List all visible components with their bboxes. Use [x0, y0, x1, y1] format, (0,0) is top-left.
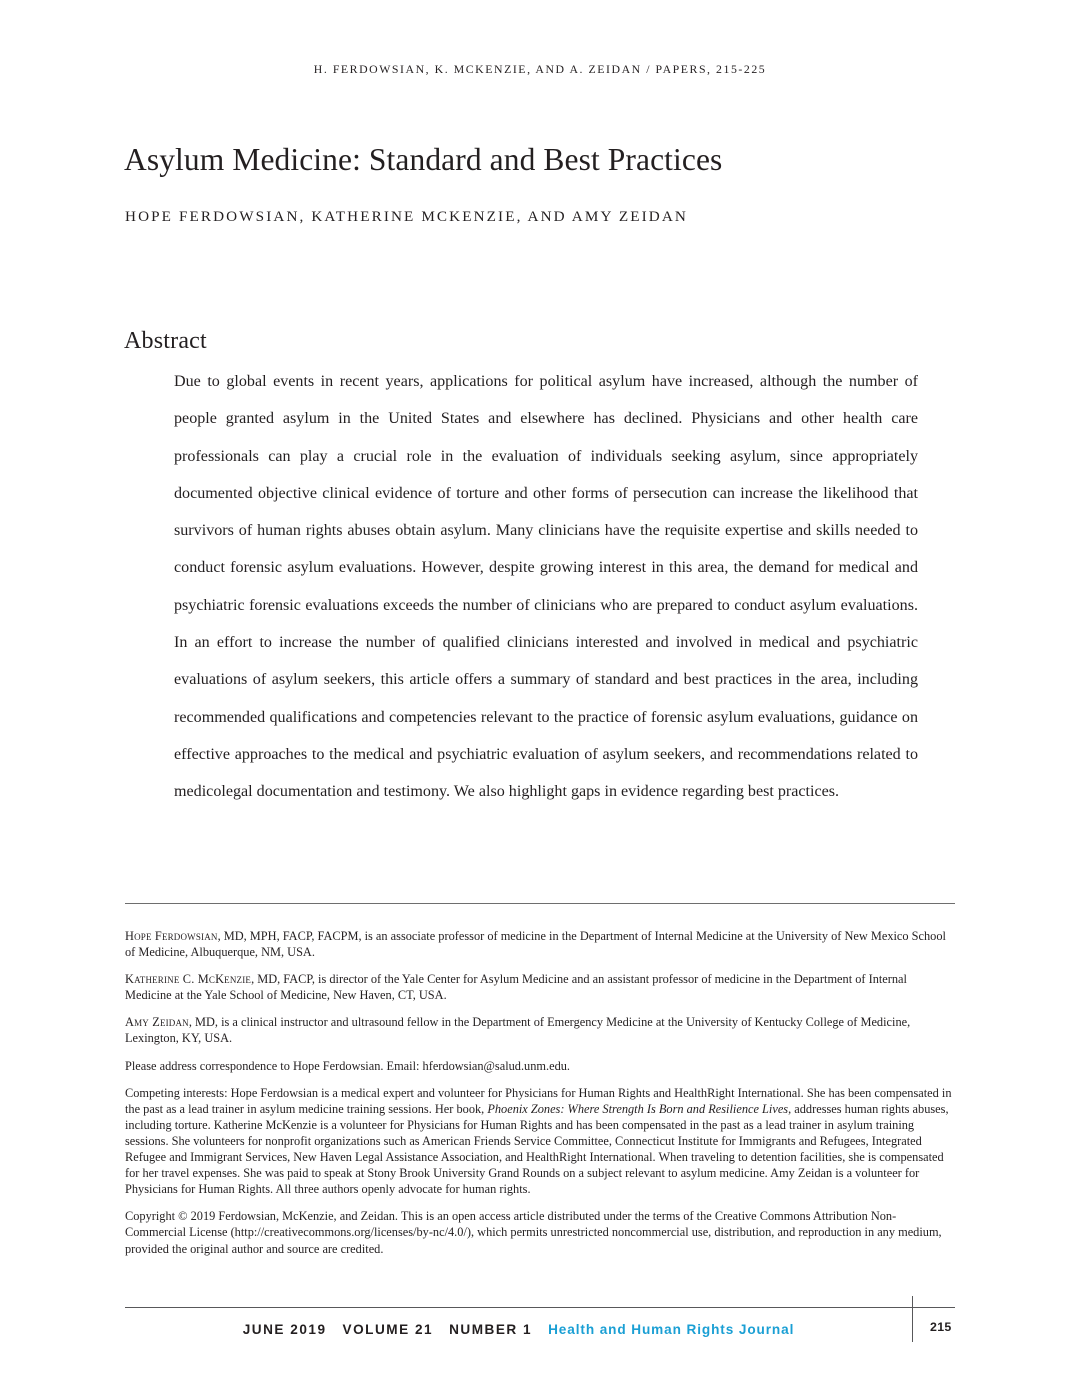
author-affiliation-2 — [125, 971, 955, 1003]
copyright-note — [125, 1208, 955, 1256]
competing-interests-part1: Competing interests: Hope Ferdowsian is a medical expert and volunteer for Physicians for Human Rights and HealthRight International. She has been compensated in the past as a lead trainer in asylum medicine training sessions. Her book, — [125, 1085, 952, 1116]
author-3-name: Amy Zeidan — [125, 1015, 189, 1030]
footer-rule — [125, 1307, 955, 1308]
footer-journal-name: Health and Human Rights Journal — [548, 1322, 795, 1337]
book-title: Phoenix Zones: Where Strength Is Born and Resilience Lives — [487, 1101, 789, 1116]
footer-issue-date: JUNE 2019 — [242, 1322, 327, 1337]
author-byline: HOPE FERDOWSIAN, KATHERINE MCKENZIE, AND AMY ZEIDAN — [125, 208, 688, 225]
author-2-bio: , MD, FACP, is director of the Yale Center for Asylum Medicine and an assistant professor of medicine in the Department of Internal Medicine at the Yale School of Medicine, New Haven, CT, USA. — [125, 972, 907, 1003]
author-1-name: Hope Ferdowsian — [125, 929, 218, 943]
author-affiliation-3 — [125, 1014, 955, 1046]
footer-number: NUMBER 1 — [449, 1322, 533, 1337]
author-3-bio: , MD, is a clinical instructor and ultrasound fellow in the Department of Emergency Medicine at the University of Kentucky College of Medicine, Lexington, KY, USA. — [125, 1015, 911, 1046]
competing-interests-part2: , addresses human rights abuses, including torture. Katherine McKenzie is a volunteer for Physicians for Human Rights and has been compensated in the past as a lead trainer in asylum training sessions. She volunteers for nonprofit organizations such as American Friends Service Committee, Connecticut Institute for Immigrants and Refugees, Integrated Refugee and Immigrant Services, New Haven Legal Assistance Association, and HealthRight International. When traveling to detention facilities, she is compensated for her travel expenses. She was paid to speak at Stony Brook University Grand Rounds on a subject relevant to asylum medicine. Amy Zeidan is a volunteer for Physicians for Human Rights. All three authors openly advocate for human rights. — [125, 1101, 949, 1197]
footnote-divider — [125, 903, 955, 904]
footer-vertical-rule — [912, 1296, 913, 1342]
abstract-text: Due to global events in recent years, applications for political asylum have increased, although the number of people granted asylum in the United States and elsewhere has declined. Physicians and other health care professionals can play a crucial role in the evaluation of individuals seeking asylum, since appropriately documented objective clinical evidence of torture and other forms of persecution can increase the likelihood that survivors of human rights abuses obtain asylum. Many clinicians have the requisite expertise and skills needed to conduct forensic asylum evaluations. However, despite growing interest in this area, the demand for medical and psychiatric forensic evaluations exceeds the number of clinicians who are prepared to conduct asylum evaluations. In an effort to increase the number of qualified clinicians interested and involved in medical and psychiatric evaluations of asylum seekers, this article offers a summary of standard and best practices in the area, including recommended qualifications and competencies relevant to the practice of forensic asylum evaluations, guidance on effective approaches to the medical and psychiatric evaluation of asylum seekers, and recommendations related to medicolegal documentation and testimony. We also highlight gaps in evidence regarding best practices. — [174, 373, 918, 801]
page-title: Asylum Medicine: Standard and Best Practices — [124, 142, 723, 178]
author-2-name: Katherine C. McKenzie — [125, 972, 252, 987]
running-head: H. FERDOWSIAN, K. MCKENZIE, AND A. ZEIDAN / PAPERS, 215-225 — [313, 62, 767, 76]
copyright-text: Copyright © 2019 Ferdowsian, McKenzie, and Zeidan. This is an open access article distributed under the terms of the Creative Commons Attribution Non-Commercial License (http://creativecommons.org/licenses/by-nc/4.0/), which permits unrestricted noncommercial use, distribution, and reproduction in any medium, provided the original author and source are credited. — [125, 1209, 942, 1256]
correspondence-text: Please address correspondence to Hope Ferdowsian. Email: hferdowsian@salud.unm.edu. — [125, 1058, 570, 1073]
footnote-block — [125, 928, 955, 1257]
footer-volume: VOLUME 21 — [342, 1322, 434, 1337]
author-1-bio: , MD, MPH, FACP, FACPM, is an associate professor of medicine in the Department of Internal Medicine at the University of New Mexico School of Medicine, Albuquerque, NM, USA. — [125, 929, 946, 960]
correspondence-note — [125, 1058, 955, 1074]
footer-citation — [125, 1322, 912, 1337]
page-number: 215 — [930, 1320, 952, 1334]
author-affiliation-1 — [125, 928, 955, 960]
abstract-heading: Abstract — [124, 327, 207, 354]
competing-interests-note — [125, 1085, 955, 1198]
